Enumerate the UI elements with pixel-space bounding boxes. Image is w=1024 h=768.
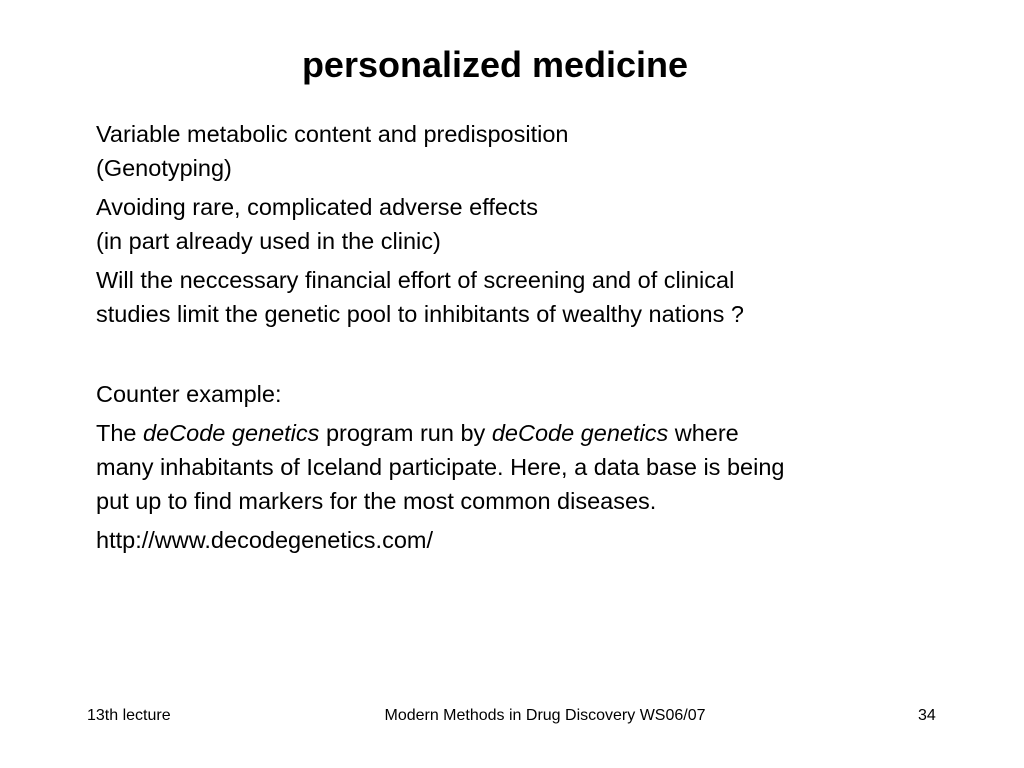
slide-content (96, 117, 956, 562)
decode-paragraph (96, 416, 956, 518)
decode-url-text: http://www.decodegenetics.com/ (96, 527, 434, 553)
decode-text-2: program run by (319, 420, 492, 446)
decode-text-3: where (668, 420, 739, 446)
footer-course-title: Modern Methods in Drug Discovery WS06/07 (384, 707, 706, 724)
counter-example-heading (96, 377, 956, 411)
decode-paragraph-line-2: many inhabitants of Iceland participate. Here, a data base is being (96, 454, 785, 480)
bullet-genotyping (96, 117, 956, 185)
decode-genetics-name-2: deCode genetics (491, 420, 669, 446)
bullet-financial-effort-line-2: studies limit the genetic pool to inhibitants of wealthy nations ? (96, 301, 744, 327)
decode-paragraph-line-1 (96, 416, 956, 450)
bullet-financial-effort-line-1: Will the neccessary financial effort of screening and of clinical (96, 267, 735, 293)
bullet-adverse-effects (96, 190, 956, 258)
footer-lecture: 13th lecture (87, 707, 171, 724)
paragraph-spacer (96, 336, 956, 377)
bullet-adverse-effects-line-1: Avoiding rare, complicated adverse effects (96, 194, 538, 220)
decode-text-1: The (96, 420, 144, 446)
bullet-financial-effort (96, 263, 956, 331)
decode-paragraph-line-3: put up to find markers for the most common diseases. (96, 488, 657, 514)
decode-url (96, 523, 956, 557)
footer-page-number: 34 (918, 707, 936, 724)
decode-genetics-name-1: deCode genetics (143, 420, 320, 446)
counter-example-heading-text: Counter example: (96, 381, 282, 407)
bullet-genotyping-line-1: Variable metabolic content and predisposition (96, 121, 569, 147)
slide-title: personalized medicine (301, 44, 689, 85)
bullet-genotyping-line-2: (Genotyping) (96, 155, 232, 181)
bullet-adverse-effects-line-2: (in part already used in the clinic) (96, 228, 441, 254)
